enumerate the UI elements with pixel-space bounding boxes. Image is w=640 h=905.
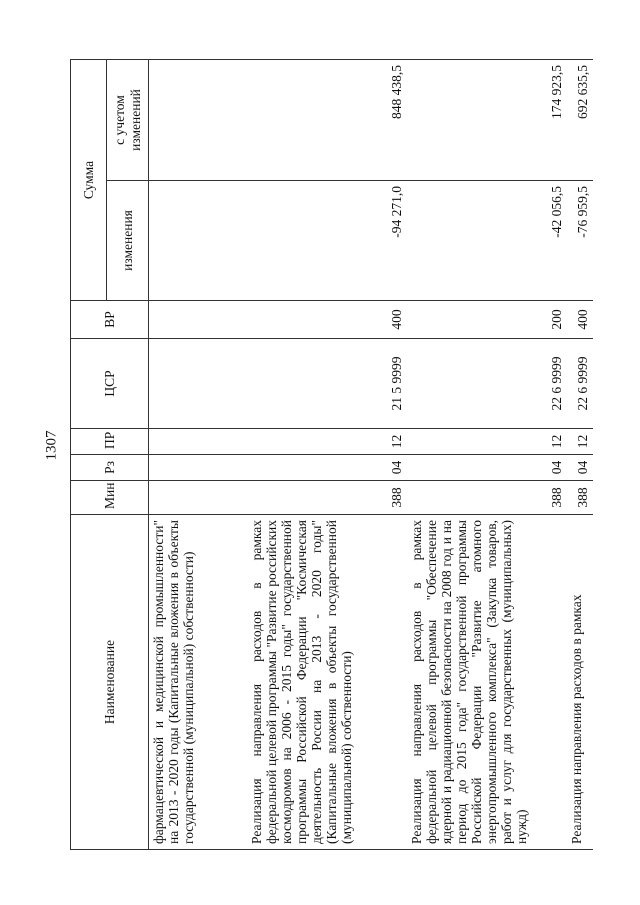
header-change: изменения xyxy=(107,181,149,301)
row-name: Реализация направления расходов в рамках xyxy=(567,515,593,850)
row-pr: 12 xyxy=(407,429,567,455)
row-min: 388 xyxy=(407,481,567,515)
row-change: -76 959,5 xyxy=(567,181,593,301)
row-pr xyxy=(149,429,247,455)
header-min: Мин xyxy=(71,481,149,515)
row-min xyxy=(149,481,247,515)
row-total: 692 635,5 xyxy=(567,59,593,180)
row-name: фармацевтической и медицинской промышленности" на 2013 - 2020 годы (Капитальные вложения в объекты государственной (муниципальной) собственности) xyxy=(149,515,247,850)
header-name: Наименование xyxy=(71,515,149,850)
header-sum: Сумма xyxy=(71,59,107,300)
page-number: 1307 xyxy=(43,430,60,461)
header-with-changes: с учетом изменений xyxy=(107,59,149,180)
row-rz xyxy=(149,455,247,481)
row-total: 174 923,5 xyxy=(407,59,567,180)
budget-table xyxy=(70,59,593,850)
row-min: 388 xyxy=(247,481,407,515)
row-pr: 12 xyxy=(567,429,593,455)
header-pr: ПР xyxy=(71,429,149,455)
table-row xyxy=(247,59,407,849)
row-vr xyxy=(149,301,247,339)
budget-table-rotated xyxy=(70,60,590,850)
table-row xyxy=(407,59,567,849)
row-total xyxy=(149,59,247,180)
row-csr xyxy=(149,339,247,429)
row-vr: 400 xyxy=(567,301,593,339)
row-rz: 04 xyxy=(567,455,593,481)
row-csr: 22 6 9999 xyxy=(407,339,567,429)
header-csr: ЦСР xyxy=(71,339,149,429)
row-vr: 200 xyxy=(407,301,567,339)
table-row xyxy=(149,59,247,849)
table-row xyxy=(567,59,593,849)
row-name: Реализация направления расходов в рамках федеральной целевой программы "Обеспечение ядерной и радиационной безопасности на 2008 год и на период до 2015 года" государственной программы Российской Федерации "Развитие атомного энергопромышленного комплекса" (Закупка товаров, работ и услуг для государственных (муниципальных) нужд) xyxy=(407,515,567,850)
header-rz: Рз xyxy=(71,455,149,481)
row-change xyxy=(149,181,247,301)
row-min: 388 xyxy=(567,481,593,515)
row-csr: 21 5 9999 xyxy=(247,339,407,429)
row-csr: 22 6 9999 xyxy=(567,339,593,429)
header-vr: ВР xyxy=(71,301,149,339)
row-change: -94 271,0 xyxy=(247,181,407,301)
row-rz: 04 xyxy=(247,455,407,481)
row-pr: 12 xyxy=(247,429,407,455)
row-change: -42 056,5 xyxy=(407,181,567,301)
row-rz: 04 xyxy=(407,455,567,481)
row-total: 848 438,5 xyxy=(247,59,407,180)
row-vr: 400 xyxy=(247,301,407,339)
row-name: Реализация направления расходов в рамках федеральной целевой программы "Развитие российских космодромов на 2006 - 2015 годы" государственной программы Российской Федерации "Космическая деятельность России на 2013 - 2020 годы" (Капитальные вложения в объекты государственной (муниципальной) собственности) xyxy=(247,515,407,850)
